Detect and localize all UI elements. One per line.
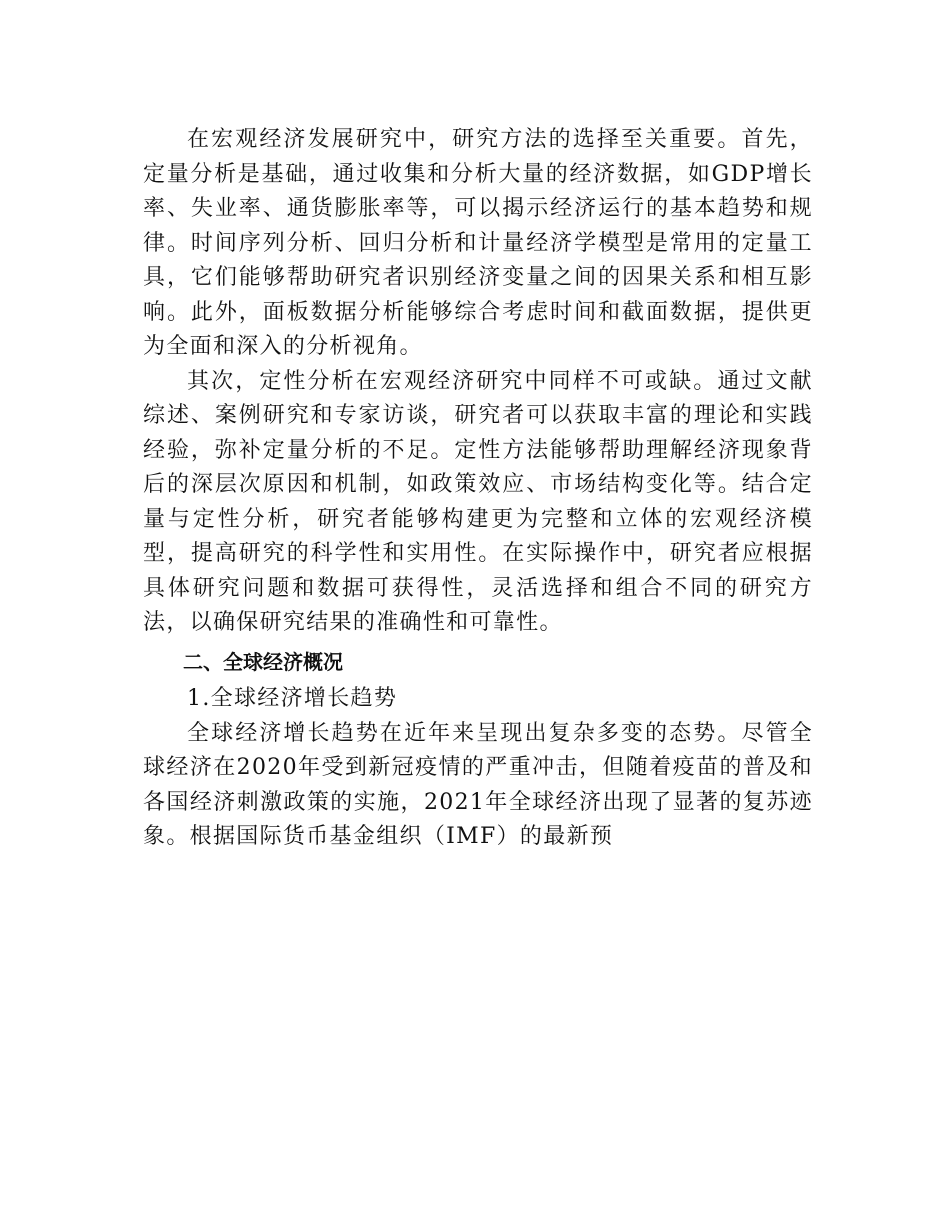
paragraph-global-growth: 全球经济增长趋势在近年来呈现出复杂多变的态势。尽管全球经济在2020年受到新冠疫情的严重冲击，但随着疫苗的普及和各国经济刺激政策的实施，2021年全球经济出现了显著的复苏迹象。根据国际货币基金组织（IMF）的最新预: [143, 720, 813, 849]
subsection-heading: 1.全球经济增长趋势: [187, 685, 398, 711]
document-page: [143, 123, 813, 855]
section-heading: 二、全球经济概况: [183, 649, 343, 674]
paragraph-research-methods: 在宏观经济发展研究中，研究方法的选择至关重要。首先，定量分析是基础，通过收集和分析大量的经济数据，如GDP增长率、失业率、通货膨胀率等，可以揭示经济运行的基本趋势和规律。时间序列分析、回归分析和计量经济学模型是常用的定量工具，它们能够帮助研究者识别经济变量之间的因果关系和相互影响。此外，面板数据分析能够综合考虑时间和截面数据，提供更为全面和深入的分析视角。: [143, 127, 813, 359]
paragraph-qualitative-analysis: 其次，定性分析在宏观经济研究中同样不可或缺。通过文献综述、案例研究和专家访谈，研究者可以获取丰富的理论和实践经验，弥补定量分析的不足。定性方法能够帮助理解经济现象背后的深层次原因和机制，如政策效应、市场结构变化等。结合定量与定性分析，研究者能够构建更为完整和立体的宏观经济模型，提高研究的科学性和实用性。在实际操作中，研究者应根据具体研究问题和数据可获得性，灵活选择和组合不同的研究方法，以确保研究结果的准确性和可靠性。: [143, 368, 813, 635]
